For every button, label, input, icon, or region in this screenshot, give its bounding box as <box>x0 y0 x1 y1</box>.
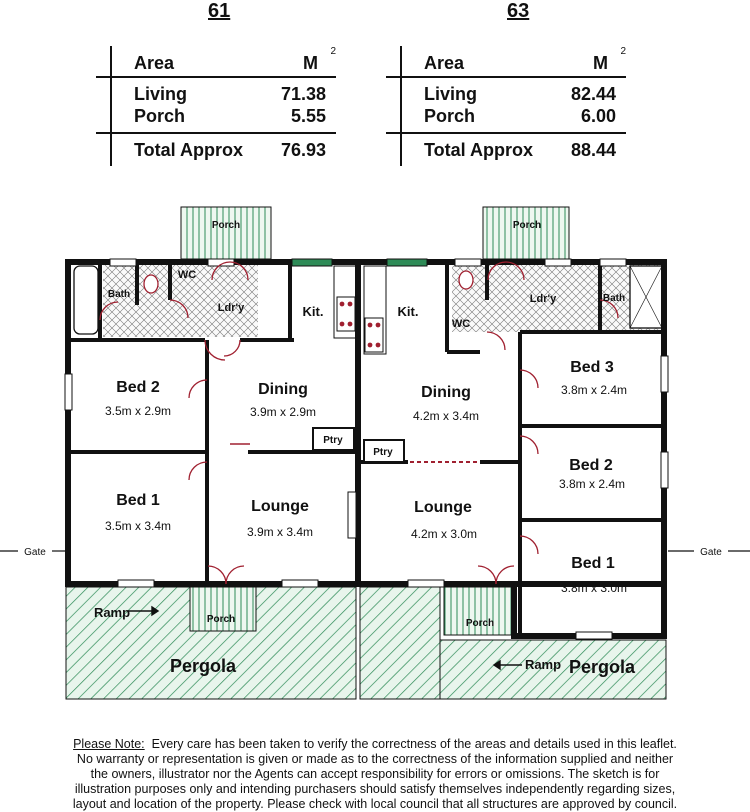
size-bed2-left: 3.5m x 2.9m <box>104 404 172 418</box>
label-laundry-right: Ldr'y <box>529 293 557 305</box>
note-line-2: No warranty or representation is given or made as to the correctness of the information supplied and neither <box>76 752 674 766</box>
area-table-61 <box>96 44 336 168</box>
label-porch-top-left: Porch <box>211 220 241 231</box>
living-value: 82.44 <box>570 84 616 104</box>
label-bed1-right: Bed 1 <box>571 555 615 572</box>
area-header-label: Area <box>424 53 465 73</box>
total-label: Total Approx <box>424 140 533 160</box>
table-rule <box>386 132 626 134</box>
label-bed2-left: Bed 2 <box>116 379 160 396</box>
table-divider <box>400 46 402 166</box>
size-dining-right: 4.2m x 3.4m <box>412 409 480 423</box>
size-bed1-left: 3.5m x 3.4m <box>104 519 172 533</box>
unit-61-title: 61 <box>208 0 231 22</box>
label-pantry-left: Ptry <box>323 435 343 446</box>
table-divider <box>110 46 112 166</box>
table-rule <box>386 76 626 78</box>
label-ramp-left: Ramp <box>93 605 131 620</box>
label-gate-left: Gate <box>24 547 46 558</box>
table-rule <box>96 132 336 134</box>
label-wc-left: WC <box>177 269 197 281</box>
label-bed1-left: Bed 1 <box>116 492 160 509</box>
size-dining-left: 3.9m x 2.9m <box>249 405 317 419</box>
note-text-1: Every care has been taken to verify the correctness of the areas and details used in this leaflet. <box>151 737 677 751</box>
disclaimer-note <box>0 737 750 812</box>
area-table-63 <box>386 44 626 168</box>
label-ramp-right: Ramp <box>524 657 562 672</box>
label-dining-right: Dining <box>421 384 471 401</box>
label-dining-left: Dining <box>258 381 308 398</box>
size-lounge-right: 4.2m x 3.0m <box>410 527 478 541</box>
label-bath-left: Bath <box>107 289 131 300</box>
toilet-left <box>144 275 158 293</box>
bathtub <box>74 266 98 334</box>
label-bed2-right: Bed 2 <box>569 457 613 474</box>
porch-value: 6.00 <box>580 106 616 126</box>
note-line-5: layout and location of the property. Please check with local council that all structures are approved by council. <box>72 797 678 811</box>
area-header-label: Area <box>134 53 175 73</box>
floor-plan <box>0 180 750 710</box>
total-value: 88.44 <box>570 140 616 160</box>
total-label: Total Approx <box>134 140 243 160</box>
label-kitchen-left: Kit. <box>302 304 324 319</box>
total-value: 76.93 <box>280 140 326 160</box>
porch-top-right <box>483 207 569 259</box>
note-line-1 <box>0 737 750 752</box>
label-porch-bottom-right: Porch <box>465 618 495 629</box>
label-pergola-right: Pergola <box>568 657 636 677</box>
label-lounge-right: Lounge <box>414 499 472 516</box>
table-rule <box>96 76 336 78</box>
living-label: Living <box>134 84 187 104</box>
note-heading: Please Note: <box>73 737 145 751</box>
living-label: Living <box>424 84 477 104</box>
label-kitchen-right: Kit. <box>397 304 419 319</box>
pergola-area-right-a <box>360 587 440 699</box>
area-header-unit: M <box>593 53 608 73</box>
area-header-sup: 2 <box>620 46 626 57</box>
label-porch-top-right: Porch <box>512 220 542 231</box>
porch-label: Porch <box>424 106 476 126</box>
unit-63-title: 63 <box>507 0 530 22</box>
porch-label: Porch <box>134 106 186 126</box>
label-porch-bottom-left: Porch <box>206 614 236 625</box>
label-bed3-right: Bed 3 <box>570 359 614 376</box>
porch-top-left <box>181 207 271 259</box>
label-laundry-left: Ldr'y <box>217 302 245 314</box>
note-line-4: illustration purposes only and intending purchasers should satisfy themselves independently regarding sizes, <box>74 782 676 796</box>
label-bath-right: Bath <box>602 293 626 304</box>
size-bed1-right: 3.8m x 3.0m <box>560 581 628 595</box>
label-lounge-left: Lounge <box>251 498 309 515</box>
stove-right <box>365 318 383 352</box>
note-line-3: the owners, illustrator nor the Agents can accept responsibility for errors or omissions. The sketch is for <box>90 767 660 781</box>
label-wc-right: WC <box>451 318 471 330</box>
porch-value: 5.55 <box>290 106 326 126</box>
label-pantry-right: Ptry <box>373 447 393 458</box>
toilet-right <box>459 271 473 289</box>
area-header-sup: 2 <box>330 46 336 57</box>
area-header-unit: M <box>303 53 318 73</box>
living-value: 71.38 <box>280 84 326 104</box>
label-gate-right: Gate <box>700 547 722 558</box>
size-bed2-right: 3.8m x 2.4m <box>558 477 626 491</box>
stove-left <box>337 297 355 331</box>
label-pergola-left: Pergola <box>169 656 237 676</box>
size-bed3-right: 3.8m x 2.4m <box>560 383 628 397</box>
size-lounge-left: 3.9m x 3.4m <box>246 525 314 539</box>
